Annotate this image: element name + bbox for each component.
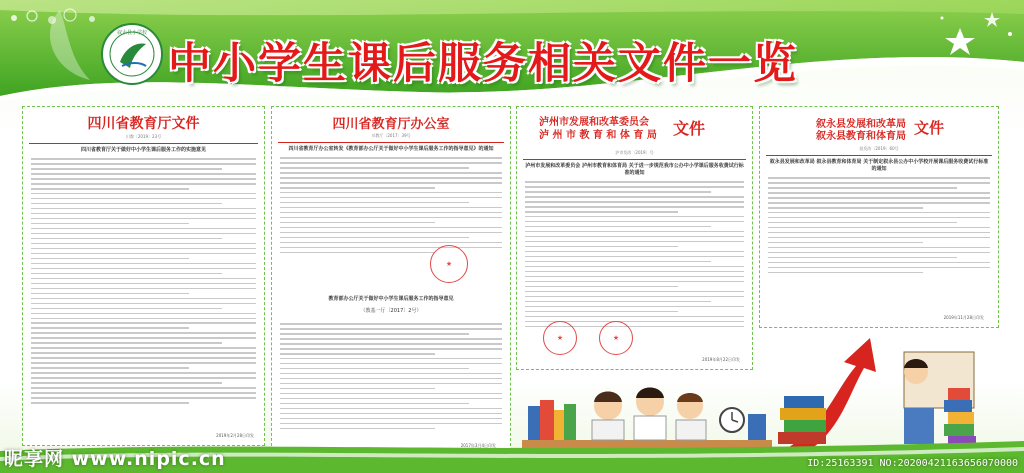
- doc-subtitle: 四川省教育厅关于做好中小学生课后服务工作的实施意见: [80, 147, 206, 153]
- doc-body-text: [525, 181, 744, 327]
- watermark-id: ID:25163391 NO:20200421163656070000: [807, 458, 1018, 469]
- doc-footer: 2019年2月28日印发: [216, 433, 254, 438]
- page-title: 中小学生课后服务相关文件一览: [168, 39, 798, 89]
- doc-subtitle: 泸州市发展和改革委员会 泸州市教育和体育局 关于进一步规范我市公办中小学课后服务收费试行标准的通知: [525, 163, 744, 176]
- red-rule: [278, 142, 504, 143]
- star-decoration-icon: [930, 4, 1024, 64]
- doc-footer: 2019年11月28日印发: [943, 315, 984, 320]
- doc-header: 四川省教育厅办公室: [332, 117, 450, 132]
- school-logo: [100, 22, 164, 86]
- document-card-3: [516, 106, 753, 370]
- doc-header: 叙永县发展和改革局: [816, 119, 906, 130]
- doc-body-text: [31, 158, 256, 404]
- doc-number: 泸市发改〔2019〕号: [615, 150, 654, 155]
- doc-body-text: [768, 177, 990, 273]
- official-seal-icon: ★: [599, 321, 633, 355]
- document-card-2: [271, 106, 511, 456]
- logo-text: 叙永县小学校: [116, 30, 148, 36]
- red-rule: [766, 155, 992, 156]
- doc-header-block: [760, 115, 998, 145]
- doc-body-text: [280, 157, 502, 253]
- doc-header-suffix: 文件: [914, 119, 945, 137]
- document-card-1: [22, 106, 265, 446]
- doc-number: 叙发改〔2019〕60号: [859, 146, 899, 151]
- red-rule: [29, 143, 258, 144]
- watermark-site: 昵享网 www.nipic.cn: [4, 448, 226, 470]
- doc-header-block: [517, 113, 752, 149]
- official-seal-icon: ★: [430, 245, 468, 283]
- document-card-4: [759, 106, 999, 328]
- doc-subtitle-2: 教育部办公厅关于做好中小学生课后服务工作的指导意见: [328, 296, 454, 302]
- doc-header: 泸州市发展和改革委员会: [539, 117, 649, 128]
- red-rule: [523, 159, 746, 160]
- doc-header-suffix: 文件: [673, 119, 706, 138]
- doc-footer: 2019年8月22日印发: [702, 357, 740, 362]
- doc-header: 泸 州 市 教 育 和 体 育 局: [539, 130, 657, 141]
- doc-subtitle: 四川省教育厅办公室转发《教育部办公厅关于做好中小学生课后服务工作的指导意见》的通知: [288, 146, 494, 152]
- doc-subtitle: 叙永县发展和改革局 叙永县教育和体育局 关于制定叙永县公办中小学校开展课后服务收费试行标准的通知: [769, 159, 989, 172]
- doc-header: 四川省教育厅文件: [87, 116, 200, 132]
- doc-number: 川教厅〔2017〕39号: [371, 133, 411, 138]
- doc-footer: 2017年3月4日印发: [460, 443, 496, 448]
- doc-body-text-2: [280, 323, 502, 433]
- doc-subtitle-3: （教基一厅〔2017〕2号）: [360, 308, 422, 314]
- doc-number: 川教〔2019〕23号: [125, 134, 162, 139]
- doc-header: 叙永县教育和体育局: [816, 131, 906, 142]
- official-seal-icon: ★: [543, 321, 577, 355]
